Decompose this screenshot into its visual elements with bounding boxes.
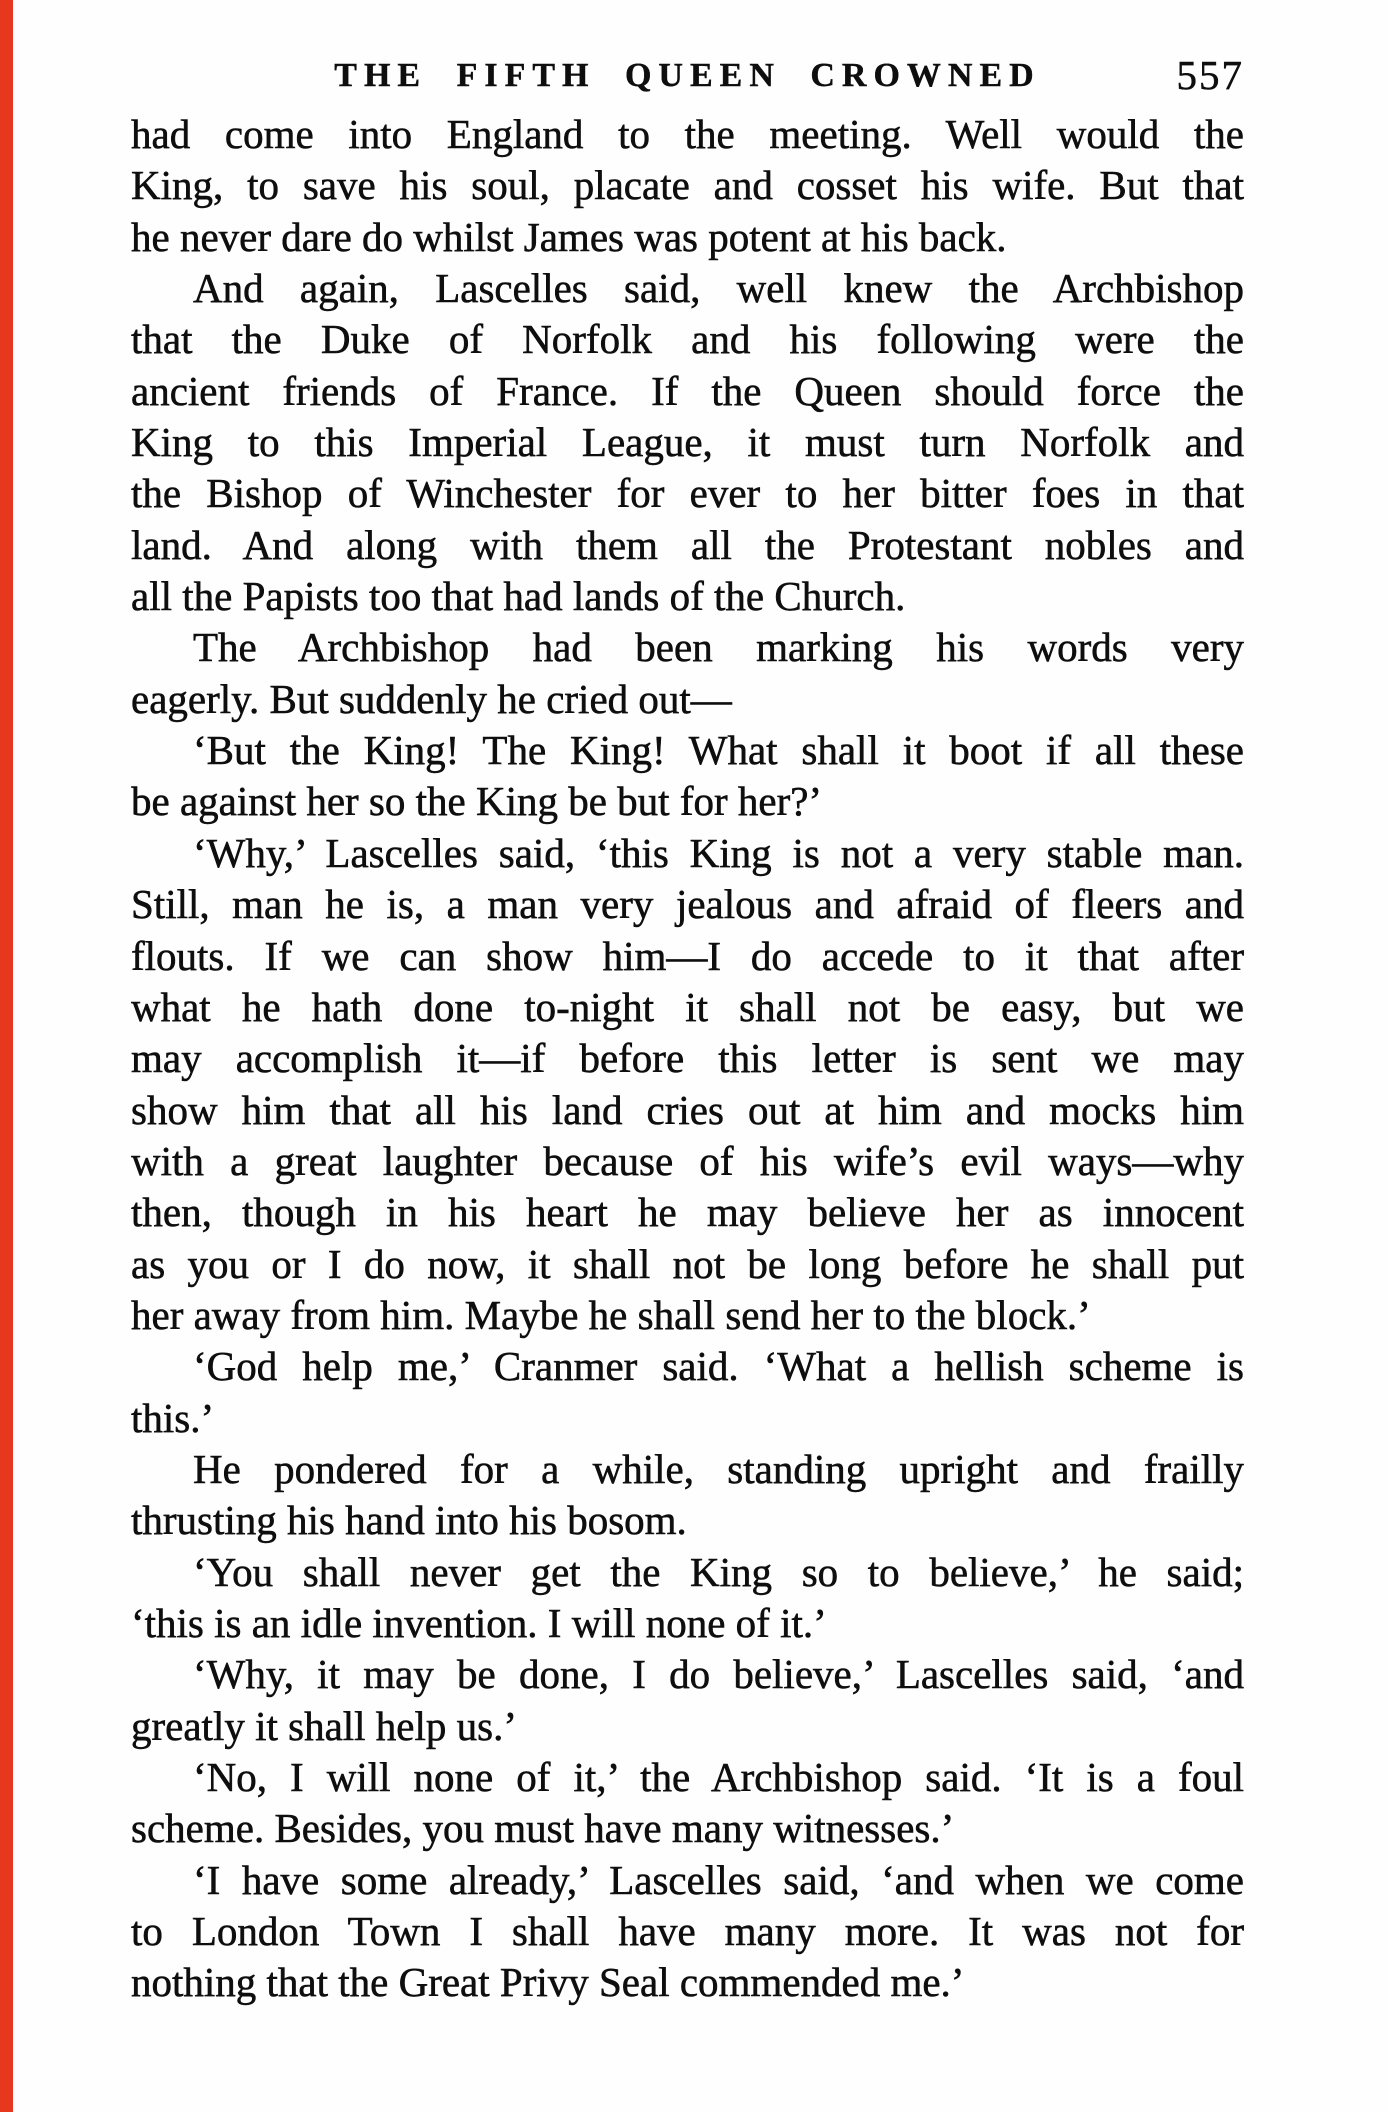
text-line: And again, Lascelles said, well knew the Archbishop [193,265,1244,312]
paragraph [131,1444,1244,1547]
text-line: ‘Why,’ Lascelles said, ‘this King is not a very stable man. [193,829,1244,876]
text-line: He pondered for a while, standing upright and frailly [193,1445,1244,1492]
page-content [131,0,1244,2112]
text-line: what he hath done to-night it shall not be easy, but we [131,983,1244,1030]
paragraph [131,725,1244,828]
text-line: ‘I have some already,’ Lascelles said, ‘and when we come [193,1856,1244,1903]
text-line: to London Town I shall have many more. It was not for [131,1908,1244,1955]
text-line: this.’ [131,1394,215,1441]
chapter-title: THE FIFTH QUEEN CROWNED [334,57,1041,94]
paragraph [131,828,1244,1341]
text-line: flouts. If we can show him—I do accede to it that after [131,932,1244,979]
text-line: ancient friends of France. If the Queen should force the [131,367,1244,414]
text-line: had come into England to the meeting. Well would the [131,111,1244,157]
text-line: that the Duke of Norfolk and his following were the [131,316,1244,363]
text-line: he never dare do whilst James was potent at his back. [131,213,1007,260]
paragraph [131,1855,1244,2009]
text-line: all the Papists too that had lands of the Church. [131,573,906,620]
scan-edge-strip [0,0,13,2112]
text-line: then, though in his heart he may believe her as innocent [131,1189,1244,1236]
running-header [131,52,1244,104]
paragraph [131,1649,1244,1752]
text-line: nothing that the Great Privy Seal commended me.’ [131,1959,965,2006]
text-line: may accomplish it—if before this letter is sent we may [131,1035,1244,1082]
text-line: land. And along with them all the Protestant nobles and [131,521,1244,568]
text-line: as you or I do now, it shall not be long before he shall put [131,1240,1244,1287]
text-line: the Bishop of Winchester for ever to her bitter foes in that [131,470,1244,517]
text-line: be against her so the King be but for her?’ [131,778,823,825]
page-number: 557 [1176,52,1244,98]
text-line: King, to save his soul, placate and cosset his wife. But that [131,162,1244,209]
text-line: ‘Why, it may be done, I do believe,’ Lascelles said, ‘and [193,1651,1244,1698]
paragraph [131,622,1244,725]
text-line: scheme. Besides, you must have many witnesses.’ [131,1805,955,1852]
text-line: ‘No, I will none of it,’ the Archbishop said. ‘It is a foul [193,1754,1244,1800]
text-line: The Archbishop had been marking his words very [193,624,1244,671]
paragraph [131,109,1244,263]
text-line: eagerly. But suddenly he cried out— [131,675,732,722]
paragraph [131,1547,1244,1650]
text-line: Still, man he is, a man very jealous and afraid of fleers and [131,881,1244,928]
text-line: ‘But the King! The King! What shall it boot if all these [193,727,1244,774]
text-line: ‘You shall never get the King so to believe,’ he said; [193,1548,1244,1595]
text-line: her away from him. Maybe he shall send her to the block.’ [131,1291,1091,1338]
body-text [131,109,1244,2009]
paragraph [131,1341,1244,1444]
paragraph [131,1752,1244,1855]
text-line: ‘God help me,’ Cranmer said. ‘What a hellish scheme is [193,1343,1244,1390]
text-line: with a great laughter because of his wife’s evil ways—why [131,1137,1244,1184]
paragraph [131,263,1244,622]
text-line: King to this Imperial League, it must turn Norfolk and [131,419,1244,466]
text-line: greatly it shall help us.’ [131,1702,517,1749]
text-line: show him that all his land cries out at him and mocks him [131,1086,1244,1133]
text-line: ‘this is an idle invention. I will none of it.’ [131,1599,827,1646]
text-line: thrusting his hand into his bosom. [131,1497,687,1544]
